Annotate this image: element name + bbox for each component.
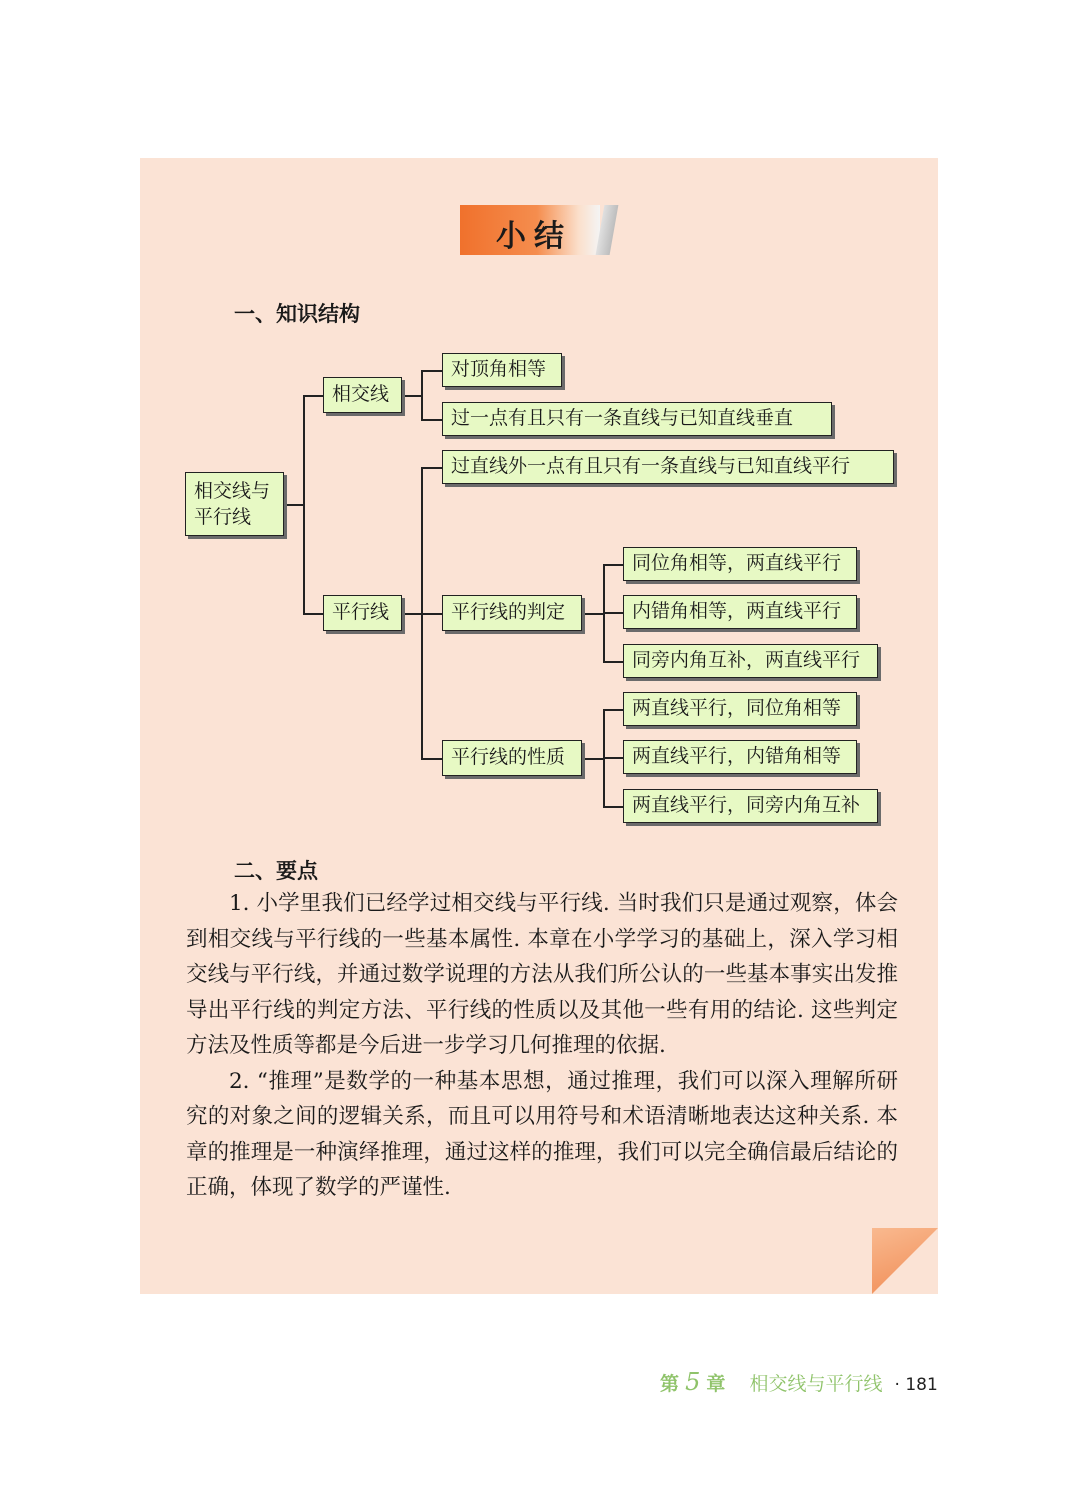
page-title: 小结 [496,219,572,254]
tree-parallel-box: 平行线 [323,595,402,631]
tree-criteria-item: 同旁内角互补，两直线平行 [623,644,878,678]
connector [421,467,442,469]
connector [303,613,323,615]
chapter-prefix: 第 [660,1373,680,1395]
connector [603,564,623,566]
key-points-text [186,886,898,1206]
chapter-number: 5 [685,1368,701,1396]
connector [603,661,623,663]
connector [603,806,623,808]
title-banner [460,205,620,257]
connector [303,395,305,614]
tree-criteria-item: 同位角相等，两直线平行 [623,547,857,581]
tree-root-box: 相交线与 平行线 [185,472,284,536]
tree-properties-item: 两直线平行，同旁内角互补 [623,789,878,823]
section-heading-key-points: 二、要点 [234,858,318,883]
chapter-suffix: 章 [706,1373,726,1395]
connector [284,504,304,506]
connector [582,613,604,615]
tree-criteria-box: 平行线的判定 [442,595,582,631]
tree-item-vertical-angles: 对顶角相等 [442,353,562,387]
connector [603,757,623,759]
section-heading-structure: 一、知识结构 [234,301,360,326]
tree-item-parallel-axiom: 过直线外一点有且只有一条直线与已知直线平行 [442,450,894,484]
paragraph: 1. 小学里我们已经学过相交线与平行线. 当时我们只是通过观察，体会到相交线与平行线的一些基本属性. 本章在小学学习的基础上，深入学习相交线与平行线，并通过数学说理的方法从我们所公认的一些基本事实出发推导出平行线的判定方法、平行线的性质以及其他一些有用的结论. 这些判定方法及性质等都是今后进一步学习几何推理的依据. [186,891,898,1058]
tree-criteria-item: 内错角相等，两直线平行 [623,595,857,629]
tree-item-perpendicular: 过一点有且只有一条直线与已知直线垂直 [442,402,832,436]
connector [402,613,422,615]
connector [603,709,623,711]
tree-properties-box: 平行线的性质 [442,740,582,776]
connector [421,370,442,372]
tree-intersect-box: 相交线 [323,377,402,413]
page-number: · 181 [894,1375,938,1395]
page-footer [660,1368,938,1396]
connector [303,395,323,397]
connector [421,613,442,615]
connector [402,395,422,397]
chapter-title: 相交线与平行线 [749,1373,883,1395]
connector [421,419,442,421]
connector [603,612,623,614]
connector [582,758,604,760]
connector [421,370,423,420]
tree-properties-item: 两直线平行，内错角相等 [623,740,857,774]
paragraph: 2. “推理”是数学的一种基本思想，通过推理，我们可以深入理解所研究的对象之间的逻辑关系，而且可以用符号和术语清晰地表达这种关系. 本章的推理是一种演绎推理，通过这样的推理，我们可以完全确信最后结论的正确，体现了数学的严谨性. [186,1068,898,1200]
tree-properties-item: 两直线平行，同位角相等 [623,692,857,726]
connector [421,758,442,760]
